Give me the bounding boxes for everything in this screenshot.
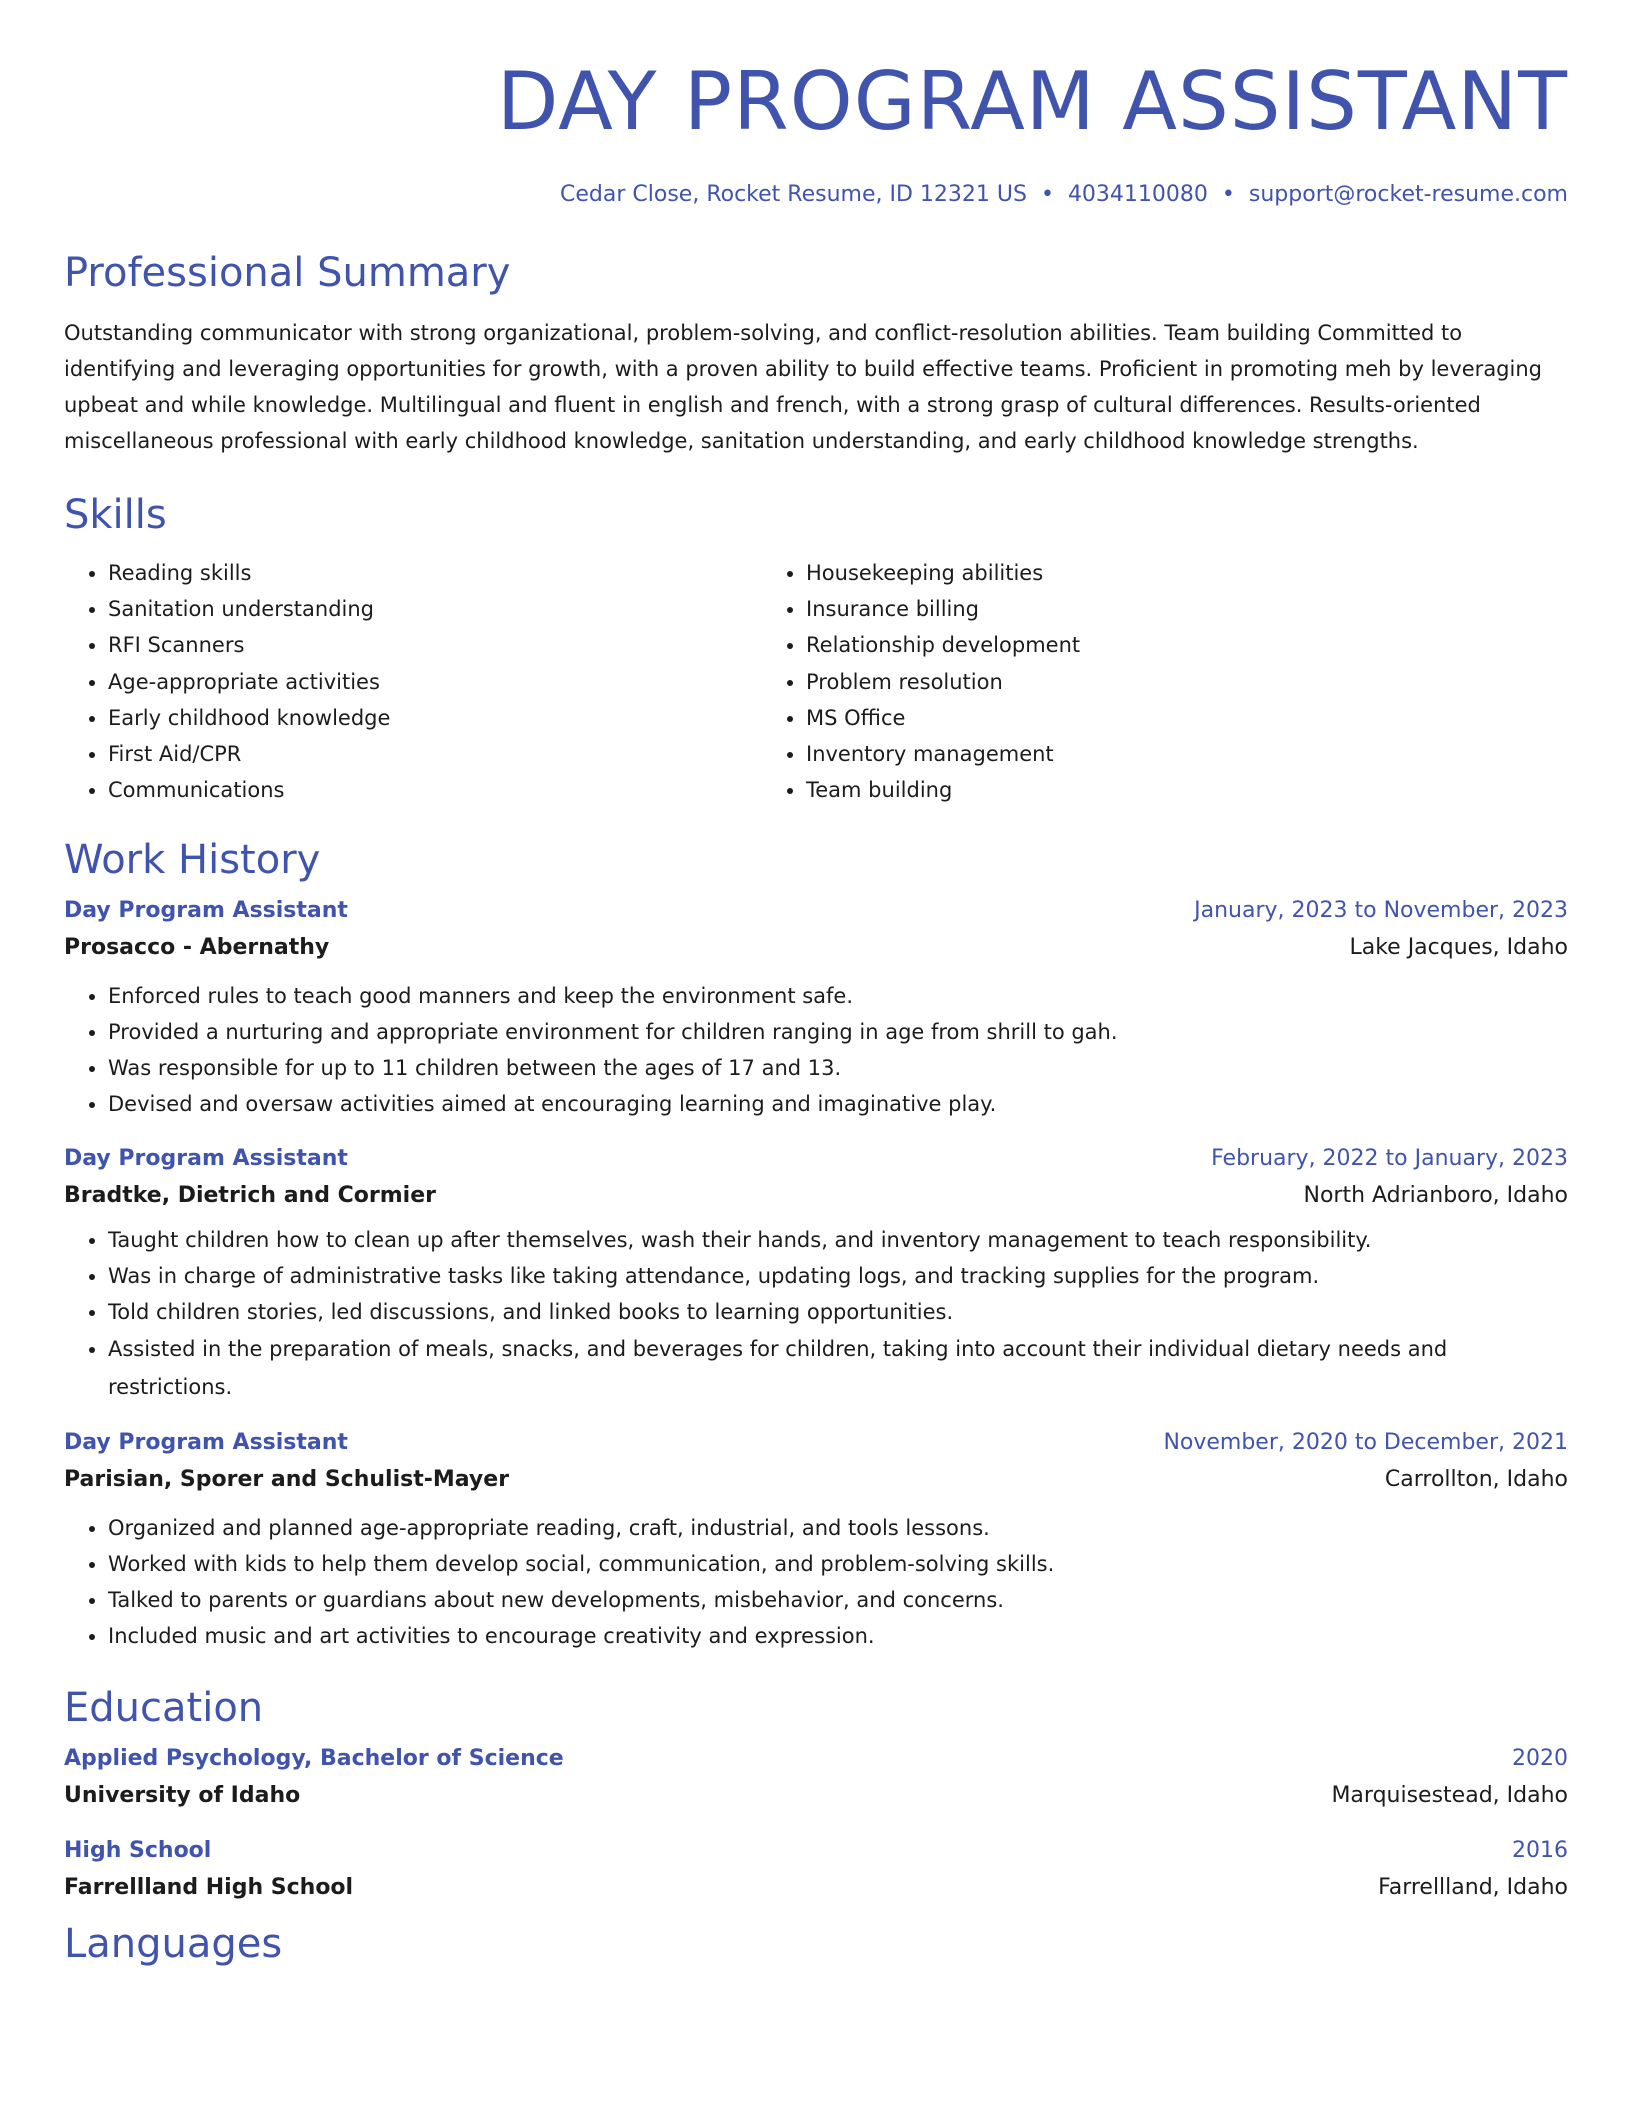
job-location: Carrollton, Idaho: [1384, 1467, 1568, 1493]
job-bullet: • Organized and planned age-appropriate reading, craft, industrial, and tools lessons.: [108, 1510, 1568, 1546]
job-company: Bradtke, Dietrich and Cormier: [64, 1183, 436, 1209]
job-dates: January, 2023 to November, 2023: [1194, 898, 1568, 924]
job-company: Parisian, Sporer and Schulist-Mayer: [64, 1467, 510, 1493]
job-bullet: • Was responsible for up to 11 children between the ages of 17 and 13.: [108, 1050, 1568, 1086]
job-company-row: [64, 1183, 1568, 1208]
job-dates: November, 2020 to December, 2021: [1163, 1430, 1568, 1456]
job-entry: [64, 1146, 1568, 1406]
job-bullet: • Was in charge of administrative tasks like taking attendance, updating logs, and tracking supplies for the program.: [108, 1258, 1568, 1294]
skill-item: • Age-appropriate activities: [108, 664, 762, 700]
languages-heading: Languages: [64, 1921, 283, 1968]
skills-column-left: [64, 555, 762, 808]
contact-address: Cedar Close, Rocket Resume, ID 12321 US: [560, 182, 1027, 207]
education-school: Farrellland High School: [64, 1875, 354, 1901]
skill-item: • Insurance billing: [806, 591, 1460, 627]
job-bullet: • Assisted in the preparation of meals, snacks, and beverages for children, taking into account their individual dietary needs and restrictions.: [108, 1330, 1568, 1406]
skill-item: • RFI Scanners: [108, 627, 762, 663]
job-location: North Adrianboro, Idaho: [1303, 1183, 1568, 1209]
contact-separator: •: [1221, 182, 1235, 207]
contact-line: [64, 182, 1568, 207]
skill-item: • Communications: [108, 772, 762, 808]
contact-email[interactable]: support@rocket-resume.com: [1248, 182, 1568, 207]
skill-item: • Reading skills: [108, 555, 762, 591]
summary-heading: Professional Summary: [64, 250, 511, 296]
education-degree: Applied Psychology, Bachelor of Science: [64, 1746, 564, 1772]
candidate-name: DAY PROGRAM ASSISTANT: [496, 55, 1568, 148]
job-bullets: [64, 1510, 1568, 1654]
education-entry: [64, 1838, 1568, 1900]
education-degree-row: [64, 1838, 1568, 1863]
job-company-row: [64, 1467, 1568, 1492]
job-entry: [64, 898, 1568, 1122]
skill-item: • First Aid/CPR: [108, 736, 762, 772]
skills-heading: Skills: [64, 492, 167, 538]
work-history-heading: Work History: [64, 837, 321, 884]
job-role: Day Program Assistant: [64, 1146, 348, 1172]
skills-column-right: [762, 555, 1460, 808]
job-location: Lake Jacques, Idaho: [1349, 935, 1568, 961]
job-dates: February, 2022 to January, 2023: [1211, 1146, 1568, 1172]
skill-item: • Team building: [806, 772, 1460, 808]
job-company-row: [64, 935, 1568, 960]
skill-item: • Early childhood knowledge: [108, 700, 762, 736]
education-degree: High School: [64, 1838, 212, 1864]
education-entry: [64, 1746, 1568, 1808]
job-role-row: [64, 1430, 1568, 1455]
job-role: Day Program Assistant: [64, 1430, 348, 1456]
job-role-row: [64, 898, 1568, 923]
skill-item: • Sanitation understanding: [108, 591, 762, 627]
education-location: Farrellland, Idaho: [1378, 1875, 1568, 1901]
summary-text: Outstanding communicator with strong organizational, problem-solving, and conflict-resolution abilities. Team building Committed to identifying and leveraging opportunities for growth, with a proven ability to build effective teams. Proficient in promoting meh by leveraging upbeat and while knowledge. Multilingual and fluent in english and french, with a strong grasp of cultural differences. Results-oriented miscellaneous professional with early childhood knowledge, sanitation understanding, and early childhood knowledge strengths.: [64, 321, 1542, 453]
education-school: University of Idaho: [64, 1783, 301, 1809]
job-bullet: • Worked with kids to help them develop social, communication, and problem-solving skills.: [108, 1546, 1568, 1582]
job-bullet: • Included music and art activities to encourage creativity and expression.: [108, 1618, 1568, 1654]
education-location: Marquisestead, Idaho: [1331, 1783, 1568, 1809]
job-bullets: [64, 1222, 1568, 1406]
job-entry: [64, 1430, 1568, 1654]
job-company: Prosacco - Abernathy: [64, 935, 330, 961]
job-role: Day Program Assistant: [64, 898, 348, 924]
contact-separator: •: [1040, 182, 1054, 207]
education-school-row: [64, 1783, 1568, 1808]
skill-item: • Inventory management: [806, 736, 1460, 772]
job-role-row: [64, 1146, 1568, 1171]
job-bullet: • Talked to parents or guardians about new developments, misbehavior, and concerns.: [108, 1582, 1568, 1618]
education-heading: Education: [64, 1685, 264, 1732]
skill-item: • Relationship development: [806, 627, 1460, 663]
job-bullet: • Enforced rules to teach good manners and keep the environment safe.: [108, 978, 1568, 1014]
job-bullet: • Told children stories, led discussions, and linked books to learning opportunities.: [108, 1294, 1568, 1330]
job-bullet: • Devised and oversaw activities aimed at encouraging learning and imaginative play.: [108, 1086, 1568, 1122]
contact-phone: 4034110080: [1067, 182, 1208, 207]
skills-list: [64, 555, 1568, 808]
education-year: 2016: [1512, 1838, 1568, 1864]
skill-item: • MS Office: [806, 700, 1460, 736]
education-degree-row: [64, 1746, 1568, 1771]
education-school-row: [64, 1875, 1568, 1900]
skill-item: • Problem resolution: [806, 664, 1460, 700]
job-bullet: • Provided a nurturing and appropriate environment for children ranging in age from shrill to gah.: [108, 1014, 1568, 1050]
skill-item: • Housekeeping abilities: [806, 555, 1460, 591]
job-bullet: • Taught children how to clean up after themselves, wash their hands, and inventory management to teach responsibility.: [108, 1222, 1568, 1258]
education-year: 2020: [1512, 1746, 1568, 1772]
job-bullets: [64, 978, 1568, 1122]
